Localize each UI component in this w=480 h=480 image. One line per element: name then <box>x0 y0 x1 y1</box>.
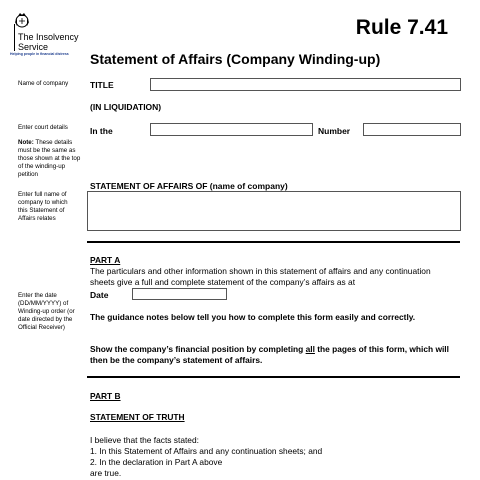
part-a-heading: PART A <box>90 255 121 265</box>
sidebar-note <box>18 139 86 179</box>
show-text-2: the pages of this form, which will then be the company’s statement of affairs. <box>90 344 449 365</box>
in-liquidation-label: (IN LIQUIDATION) <box>90 102 162 112</box>
sidebar-note-text: These details must be the same as those shown at the top of the winding-up petition <box>18 139 81 178</box>
section-divider-bottom <box>87 376 460 378</box>
logo-text <box>18 32 79 52</box>
sidebar-enter-court-details: Enter court details <box>18 124 68 131</box>
part-a-guidance: The guidance notes below tell you how to complete this form easily and correctly. <box>90 312 416 322</box>
royal-crest-icon <box>12 10 32 30</box>
insolvency-service-logo <box>10 10 80 56</box>
sidebar-note-label: Note: <box>18 139 34 146</box>
in-the-label: In the <box>90 126 113 136</box>
date-field[interactable] <box>132 288 227 300</box>
sidebar-enter-full-name: Enter full name of company to which this Statement of Affairs relates <box>18 191 68 222</box>
part-b-heading: PART B <box>90 391 121 401</box>
rule-number: Rule 7.41 <box>355 16 448 39</box>
logo-line-2: Service <box>18 42 49 52</box>
statement-of-truth-heading: STATEMENT OF TRUTH <box>90 412 185 422</box>
truth-item-2: 2. In the declaration in Part A above <box>90 457 223 467</box>
logo-tagline: Helping people in financial distress <box>10 52 69 56</box>
number-field[interactable] <box>363 123 461 136</box>
company-name-field[interactable] <box>87 191 461 231</box>
number-label: Number <box>318 126 351 136</box>
court-field[interactable] <box>150 123 313 136</box>
title-label: TITLE <box>90 80 114 90</box>
sidebar-enter-date: Enter the date (DD/MM/YYYY) of Winding-up order (or date directed by the Official Receiver) <box>18 292 75 331</box>
show-text-all: all <box>305 344 315 354</box>
logo-line-1: The Insolvency <box>18 32 79 42</box>
page-title: Statement of Affairs (Company Winding-up) <box>90 51 381 67</box>
show-text-1: Show the company’s financial position by completing <box>90 344 306 354</box>
statement-of-affairs-of-label: STATEMENT OF AFFAIRS OF (name of company) <box>90 181 288 191</box>
date-label: Date <box>90 290 109 300</box>
section-divider-top <box>87 241 460 243</box>
truth-believe: I believe that the facts stated: <box>90 435 199 445</box>
part-a-show-position <box>90 344 450 365</box>
title-field[interactable] <box>150 78 461 91</box>
logo-divider <box>14 24 15 51</box>
part-a-intro: The particulars and other information shown in this statement of affairs and any continuation sheets give a full and complete statement of the company’s affairs as at <box>90 266 431 287</box>
truth-item-1: 1. In this Statement of Affairs and any continuation sheets; and <box>90 446 323 456</box>
sidebar-name-of-company: Name of company <box>18 80 69 87</box>
truth-are-true: are true. <box>90 468 122 478</box>
